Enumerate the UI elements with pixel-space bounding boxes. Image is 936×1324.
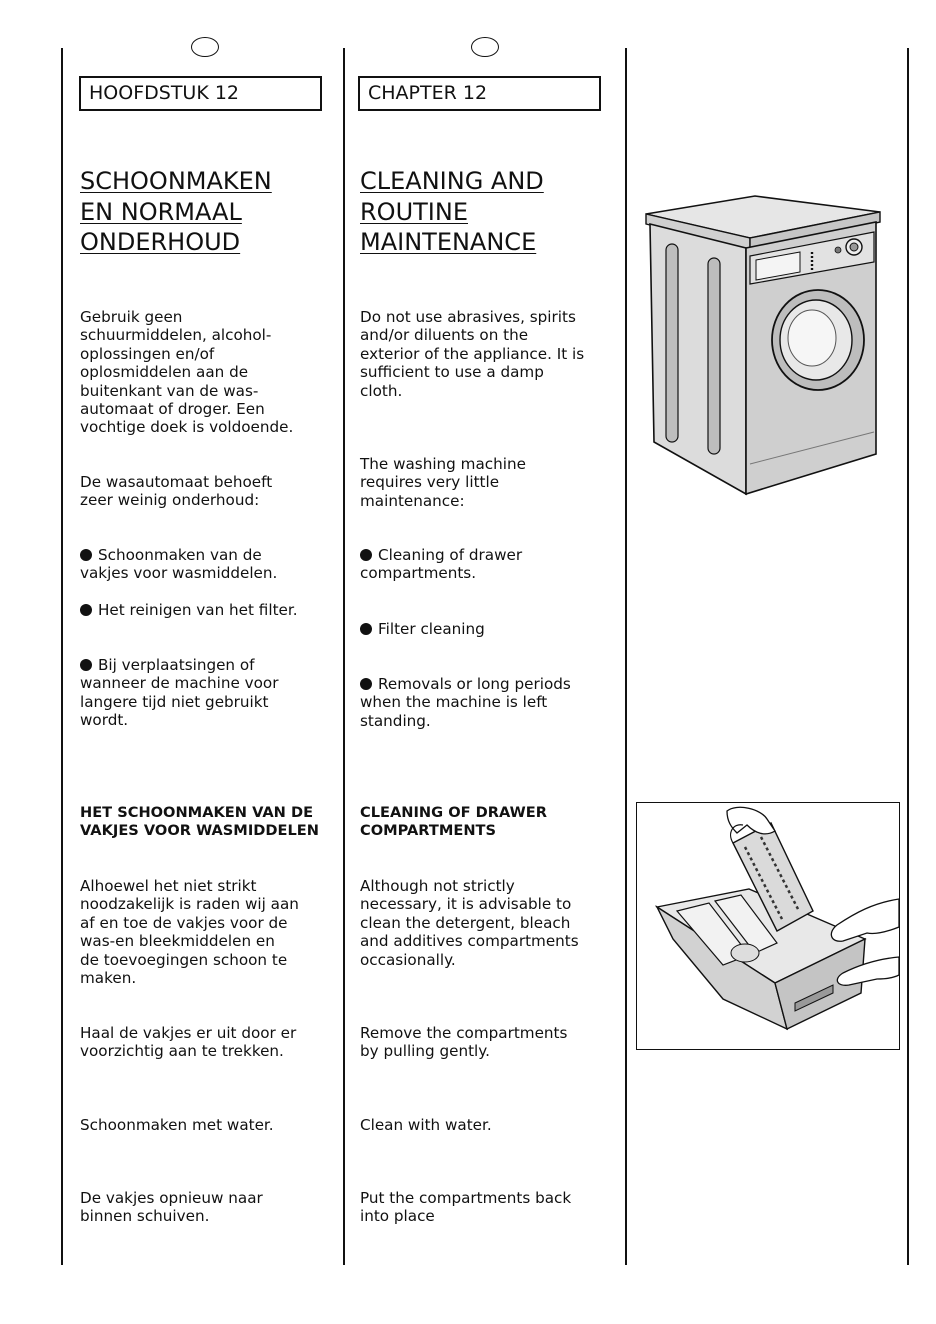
bullet-icon (80, 549, 92, 561)
bullet-text: Het reinigen van het filter. (98, 601, 298, 619)
bullet-item-nl (80, 546, 330, 583)
bullet-icon (360, 623, 372, 635)
bullet-text: Filter cleaning (378, 620, 485, 638)
language-flag-nl-icon (191, 37, 219, 57)
section-title-en (360, 166, 612, 258)
remove-paragraph-nl: Haal de vakjes er uit door er voorzichtig aan te trekken. (80, 1024, 297, 1061)
section-title-nl (80, 166, 330, 258)
bullet-icon (360, 549, 372, 561)
bullet-icon (360, 678, 372, 690)
column-rule-middle-right (625, 48, 627, 1265)
replace-paragraph-nl: De vakjes opnieuw naar binnen schuiven. (80, 1189, 263, 1226)
drawer-paragraph-nl: Alhoewel het niet strikt noodzakelijk is raden wij aan af en toe de vakjes voor de was-en bleekmiddelen en de toevoegingen schoon te maken. (80, 877, 299, 988)
bullet-item-en (360, 546, 612, 583)
bullet-text: Bij verplaatsingen of wanneer de machine voor langere tijd niet gebruikt wordt. (80, 656, 279, 730)
bullet-item-nl (80, 601, 330, 619)
maintenance-paragraph-en: The washing machine requires very little maintenance: (360, 455, 526, 510)
bullet-text: Schoonmaken van de vakjes voor wasmiddelen. (80, 546, 278, 583)
intro-paragraph-en: Do not use abrasives, spirits and/or diluents on the exterior of the appliance. It is sufficient to use a damp cloth. (360, 308, 585, 400)
bullet-icon (80, 604, 92, 616)
bullet-text: Cleaning of drawer compartments. (360, 546, 523, 583)
clean-paragraph-nl: Schoonmaken met water. (80, 1116, 274, 1134)
subheading-en: CLEANING OF DRAWER COMPARTMENTS (360, 804, 547, 840)
remove-paragraph-en: Remove the compartments by pulling gently. (360, 1024, 568, 1061)
title-line: ROUTINE (360, 197, 468, 226)
bullet-item-en (360, 675, 612, 730)
intro-paragraph-nl: Gebruik geen schuurmiddelen, alcohol- oplossingen en/of oplosmiddelen aan de buitenkant van de was- automaat of droger. Een vochtige doek is voldoende. (80, 308, 294, 437)
washing-machine-illustration (640, 192, 888, 502)
maintenance-paragraph-nl: De wasautomaat behoeft zeer weinig onderhoud: (80, 473, 273, 510)
column-rule-middle-left (343, 48, 345, 1265)
column-rule-right (907, 48, 909, 1265)
bullet-item-en (360, 620, 612, 638)
title-line: CLEANING AND (360, 167, 544, 195)
bullet-item-nl (80, 656, 330, 730)
replace-paragraph-en: Put the compartments back into place (360, 1189, 572, 1226)
title-line: MAINTENANCE (360, 228, 537, 256)
drawer-paragraph-en: Although not strictly necessary, it is advisable to clean the detergent, bleach and additives compartments occasionally. (360, 877, 579, 969)
chapter-label-en: CHAPTER 12 (358, 76, 601, 111)
title-line: EN NORMAAL (80, 197, 242, 226)
drawer-compartments-illustration (637, 803, 899, 1048)
column-rule-left (61, 48, 63, 1265)
bullet-text: Removals or long periods when the machine is left standing. (360, 675, 571, 730)
subheading-nl: HET SCHOONMAKEN VAN DE VAKJES VOOR WASMIDDELEN (80, 804, 319, 840)
drawer-figure-frame (636, 802, 900, 1050)
chapter-label-nl: HOOFDSTUK 12 (79, 76, 322, 111)
title-line: ONDERHOUD (80, 228, 241, 256)
clean-paragraph-en: Clean with water. (360, 1116, 492, 1134)
bullet-icon (80, 659, 92, 671)
language-flag-en-icon (471, 37, 499, 57)
title-line: SCHOONMAKEN (80, 167, 272, 195)
